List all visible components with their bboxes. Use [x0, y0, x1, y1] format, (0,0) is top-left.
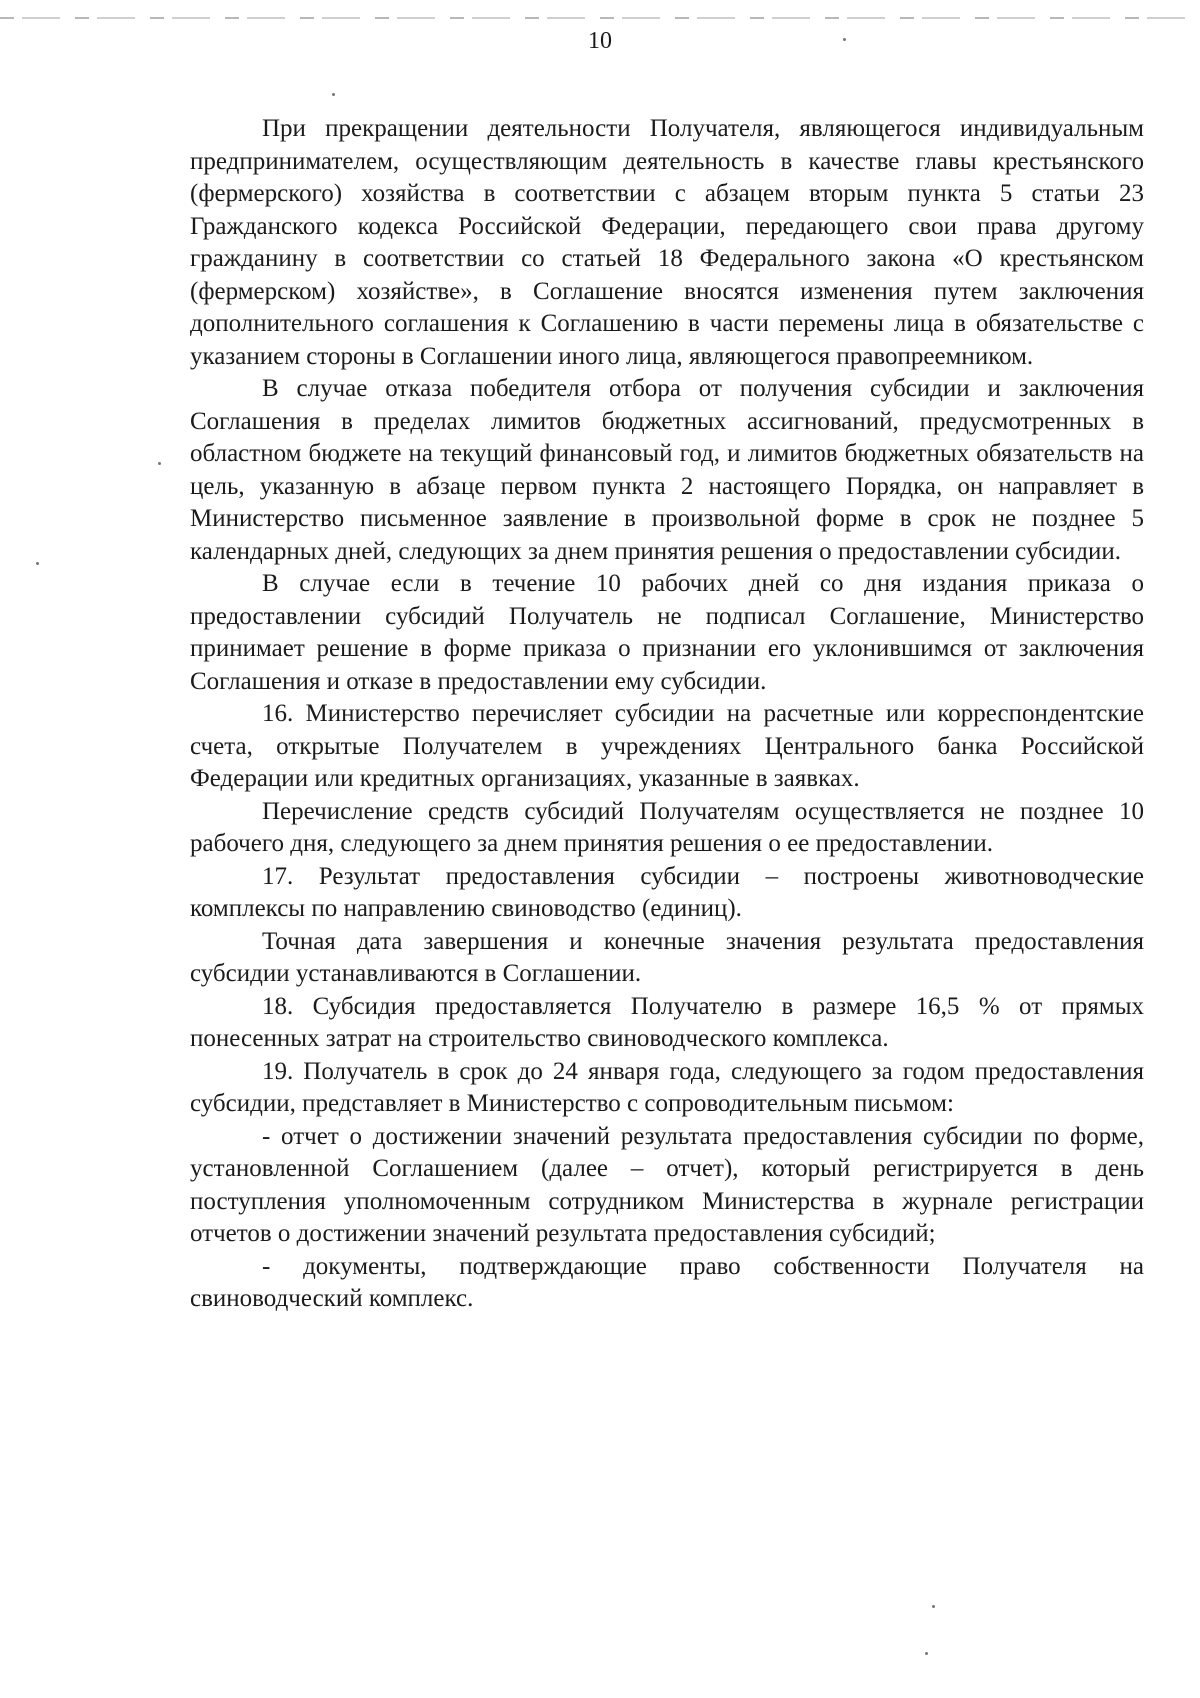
document-body: [190, 113, 1144, 1316]
scan-speck: [925, 1652, 928, 1655]
paragraph-11: - документы, подтверждающие право собственности Получателя на свиноводческий комплекс.: [190, 1252, 1144, 1312]
scan-speck: [36, 562, 39, 565]
page-number: 10: [588, 28, 612, 54]
paragraph-4: 16. Министерство перечисляет субсидии на расчетные или корреспондентские счета, открытые Получателем в учреждениях Центрального банка Российской Федерации или кредитных организациях, указанные в заявках.: [190, 700, 1144, 792]
paragraph-9: 19. Получатель в срок до 24 января года, следующего за годом предоставления субсидии, представляет в Министерство с сопроводительным письмом:: [190, 1057, 1144, 1117]
scan-speck: [932, 1605, 935, 1608]
scan-speck: [843, 38, 846, 41]
paragraph-10: - отчет о достижении значений результата предоставления субсидии по форме, установленной Соглашением (далее – отчет), который регистрируется в день поступления уполномоченным сотрудником Министерства в журнале регистрации отчетов о достижении значений результата предоставления субсидий;: [190, 1122, 1144, 1247]
scan-edge-line: [0, 17, 1200, 19]
paragraph-8: 18. Субсидия предоставляется Получателю в размере 16,5 % от прямых понесенных затрат на строительство свиноводческого комплекса.: [190, 992, 1144, 1052]
scan-speck: [332, 93, 335, 96]
paragraph-3: В случае если в течение 10 рабочих дней со дня издания приказа о предоставлении субсидий Получатель не подписал Соглашение, Министерство принимает решение в форме приказа о признании его уклонившимся от заключения Соглашения и отказе в предоставлении ему субсидии.: [190, 570, 1144, 695]
paragraph-6: 17. Результат предоставления субсидии – построены животноводческие комплексы по направлению свиноводство (единиц).: [190, 862, 1144, 922]
paragraph-7: Точная дата завершения и конечные значения результата предоставления субсидии устанавливаются в Соглашении.: [190, 927, 1144, 987]
paragraph-1: При прекращении деятельности Получателя, являющегося индивидуальным предпринимателем, осуществляющим деятельность в качестве главы крестьянского (фермерского) хозяйства в соответствии с абзацем вторым пункта 5 статьи 23 Гражданского кодекса Российской Федерации, передающего свои права другому гражданину в соответствии со статьей 18 Федерального закона «О крестьянском (фермерском) хозяйстве», в Соглашение вносятся изменения путем заключения дополнительного соглашения к Соглашению в части перемены лица в обязательстве с указанием стороны в Соглашении иного лица, являющегося правопреемником.: [190, 115, 1144, 370]
paragraph-2: В случае отказа победителя отбора от получения субсидии и заключения Соглашения в пределах лимитов бюджетных ассигнований, предусмотренных в областном бюджете на текущий финансовый год, и лимитов бюджетных обязательств на цель, указанную в абзаце первом пункта 2 настоящего Порядка, он направляет в Министерство письменное заявление в произвольной форме в срок не позднее 5 календарных дней, следующих за днем принятия решения о предоставлении субсидии.: [190, 375, 1144, 565]
scan-speck: [158, 462, 161, 465]
paragraph-5: Перечисление средств субсидий Получателям осуществляется не позднее 10 рабочего дня, следующего за днем принятия решения о ее предоставлении.: [190, 797, 1144, 857]
